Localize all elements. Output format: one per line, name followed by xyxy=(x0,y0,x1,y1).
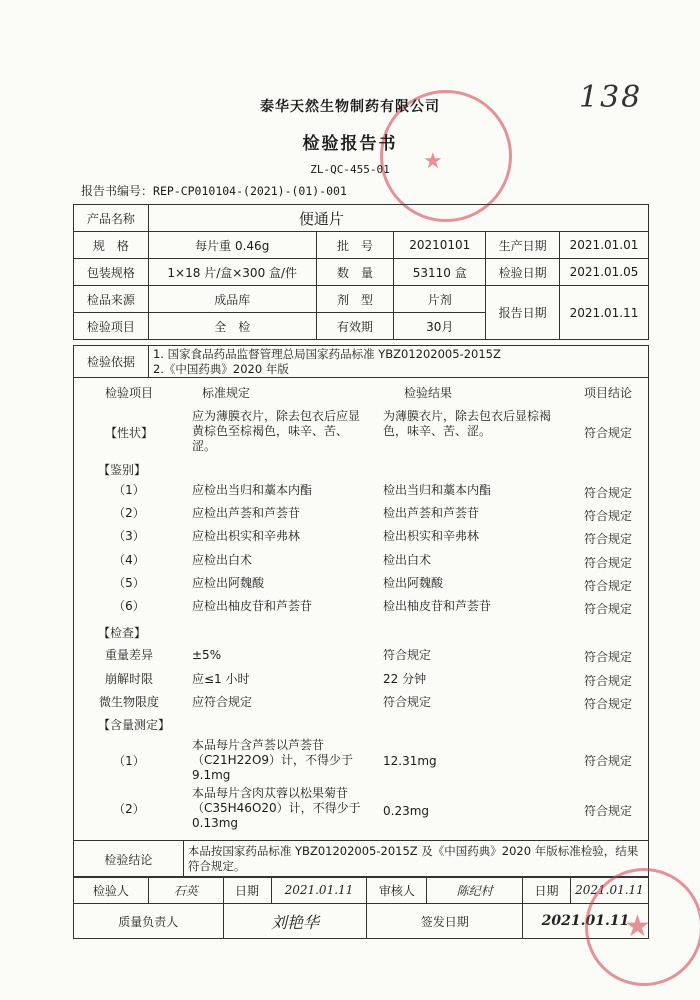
assay-no: （2） xyxy=(113,802,145,816)
identification-no: （3） xyxy=(113,529,145,543)
product-name-label: 产品名称 xyxy=(74,205,149,232)
character-standard: 应为薄膜衣片，除去包衣后应显黄棕色至棕褐色，味辛、苦、涩。 xyxy=(192,409,361,453)
product-name: 便通片 xyxy=(148,205,648,232)
identification-result: 检出白术 xyxy=(383,553,432,567)
test-date-value: 2021.01.05 xyxy=(560,259,649,286)
identification-conclusion: 符合规定 xyxy=(583,486,632,500)
conclusion-label: 检验结论 xyxy=(74,841,184,878)
sign-date: 2021.01.11 xyxy=(523,904,649,939)
identification-conclusion: 符合规定 xyxy=(583,509,632,523)
form-value: 片剂 xyxy=(394,286,486,313)
report-number-value: REP-CP010104-(2021)-(01)-001 xyxy=(153,184,347,198)
character-conclusion: 符合规定 xyxy=(583,426,632,440)
signature-table xyxy=(73,876,649,939)
inspection-conclusion: 符合规定 xyxy=(583,674,632,688)
sign-date-label: 签发日期 xyxy=(367,904,523,939)
identification-standard: 应检出阿魏酸 xyxy=(192,576,265,590)
test-date-label: 检验日期 xyxy=(486,259,560,286)
basis-text xyxy=(148,346,648,378)
reviewer-signature: 陈纪村 xyxy=(427,877,523,904)
qa-label: 质量负责人 xyxy=(74,904,224,939)
assay-standard: 本品每片含肉苁蓉以松果菊苷（C35H46O20）计，不得少于 0.13mg xyxy=(192,786,361,830)
col-result-header: 检验结果 xyxy=(404,386,453,400)
mfg-date-value: 2021.01.01 xyxy=(560,232,649,259)
identification-no: （1） xyxy=(113,483,145,497)
col-item-header: 检验项目 xyxy=(104,386,153,400)
assay-no: （1） xyxy=(113,754,145,768)
identification-standard: 应检出当归和藁本内酯 xyxy=(192,483,313,497)
inspector-date-label: 日期 xyxy=(223,877,271,904)
inspection-result: 符合规定 xyxy=(383,648,432,662)
batch-label: 批 号 xyxy=(316,232,394,259)
identification-no: （6） xyxy=(113,599,145,613)
assay-result: 12.31mg xyxy=(383,754,437,768)
identification-conclusion: 符合规定 xyxy=(583,556,632,570)
inspection-conclusion: 符合规定 xyxy=(583,697,632,711)
conclusion-text: 本品按国家药品标准 YBZ01202005-2015Z 及《中国药典》2020 年版标准检验，结果符合规定。 xyxy=(183,841,648,878)
document-title: 检验报告书 xyxy=(302,134,398,154)
validity-label: 有效期 xyxy=(316,313,394,340)
identification-result: 检出芦荟和芦荟苷 xyxy=(383,506,480,520)
pack-label: 包装规格 xyxy=(74,259,149,286)
identification-no: （2） xyxy=(113,506,145,520)
qty-value: 53110 盒 xyxy=(394,259,486,286)
assay-label: 【含量测定】 xyxy=(98,718,171,732)
source-value: 成品库 xyxy=(148,286,316,313)
assay-result: 0.23mg xyxy=(383,804,430,818)
col-conclusion-header: 项目结论 xyxy=(583,386,632,400)
report-number-label: 报告书编号： xyxy=(81,184,154,198)
assay-row xyxy=(74,738,648,784)
identification-conclusion: 符合规定 xyxy=(583,602,632,616)
identification-label: 【鉴别】 xyxy=(98,463,147,477)
identification-conclusion: 符合规定 xyxy=(583,579,632,593)
qa-signature: 刘艳华 xyxy=(223,904,367,939)
company-seal: ★ xyxy=(380,90,512,222)
character-row xyxy=(74,409,648,459)
company-name: 泰华天然生物制药有限公司 xyxy=(260,99,440,115)
character-result: 为薄膜衣片，除去包衣后显棕褐色，味辛、苦、涩。 xyxy=(383,409,552,438)
identification-no: （5） xyxy=(113,576,145,590)
validity-value: 30月 xyxy=(394,313,486,340)
handwritten-page-number: 138 xyxy=(579,80,643,115)
character-label: 【性状】 xyxy=(104,426,153,440)
spec-value: 每片重 0.46g xyxy=(148,232,316,259)
identification-standard: 应检出柚皮苷和芦荟苷 xyxy=(192,599,313,613)
conclusion-table xyxy=(73,840,649,878)
identification-result: 检出柚皮苷和芦荟苷 xyxy=(383,599,492,613)
source-label: 检品来源 xyxy=(74,286,149,313)
batch-value: 20210101 xyxy=(394,232,486,259)
pack-value: 1×18 片/盒×300 盒/件 xyxy=(148,259,316,286)
reviewer-date-label: 日期 xyxy=(523,877,571,904)
identification-no: （4） xyxy=(113,553,145,567)
inspection-conclusion: 符合规定 xyxy=(583,650,632,664)
inspection-standard: 应符合规定 xyxy=(192,695,253,709)
identification-standard: 应检出白术 xyxy=(192,553,253,567)
form-label: 剂 型 xyxy=(316,286,394,313)
col-standard-header: 标准规定 xyxy=(202,386,251,400)
basis-label: 检验依据 xyxy=(74,346,149,378)
identification-standard: 应检出芦荟和芦荟苷 xyxy=(192,506,301,520)
inspection-standard: ±5% xyxy=(192,648,222,662)
assay-conclusion: 符合规定 xyxy=(583,754,632,768)
inspection-result: 22 分钟 xyxy=(383,672,427,686)
identification-conclusion: 符合规定 xyxy=(583,532,632,546)
reviewer-date: 2021.01.11 xyxy=(570,877,648,904)
company-seal-bottom: ★ xyxy=(585,868,700,986)
report-date-label: 报告日期 xyxy=(486,286,560,340)
product-info-table xyxy=(73,204,649,340)
basis-line-2: 2.《中国药典》2020 年版 xyxy=(152,361,289,376)
identification-result: 检出枳实和辛弗林 xyxy=(383,529,480,543)
test-item-label: 检验项目 xyxy=(74,313,149,340)
spec-label: 规 格 xyxy=(74,232,149,259)
inspection-label: 【检查】 xyxy=(98,626,147,640)
identification-result: 检出阿魏酸 xyxy=(383,576,444,590)
assay-standard: 本品每片含芦荟以芦荟苷（C21H22O9）计，不得少于 9.1mg xyxy=(192,738,354,782)
inspector-label: 检验人 xyxy=(74,877,149,904)
basis-line-1: 1. 国家食品药品监督管理总局国家药品标准 YBZ01202005-2015Z xyxy=(152,346,501,361)
identification-standard: 应检出枳实和辛弗林 xyxy=(192,529,301,543)
basis-table xyxy=(73,345,649,378)
document-code: ZL-QC-455-01 xyxy=(310,163,390,176)
reviewer-label: 审核人 xyxy=(367,877,427,904)
qty-label: 数 量 xyxy=(316,259,394,286)
test-item-value: 全 检 xyxy=(148,313,316,340)
inspection-standard: 应≤1 小时 xyxy=(192,672,250,686)
mfg-date-label: 生产日期 xyxy=(486,232,560,259)
report-number xyxy=(81,182,347,199)
assay-row xyxy=(74,786,648,834)
inspector-signature: 石英 xyxy=(148,877,223,904)
assay-conclusion: 符合规定 xyxy=(583,804,632,818)
identification-result: 检出当归和藁本内酯 xyxy=(383,483,492,497)
inspection-item: 重量差异 xyxy=(104,648,153,662)
test-results-section xyxy=(73,376,649,840)
inspection-result: 符合规定 xyxy=(383,695,432,709)
inspection-item: 崩解时限 xyxy=(104,672,153,686)
inspector-date: 2021.01.11 xyxy=(271,877,367,904)
inspection-item: 微生物限度 xyxy=(98,695,159,709)
report-date-value: 2021.01.11 xyxy=(560,286,649,340)
